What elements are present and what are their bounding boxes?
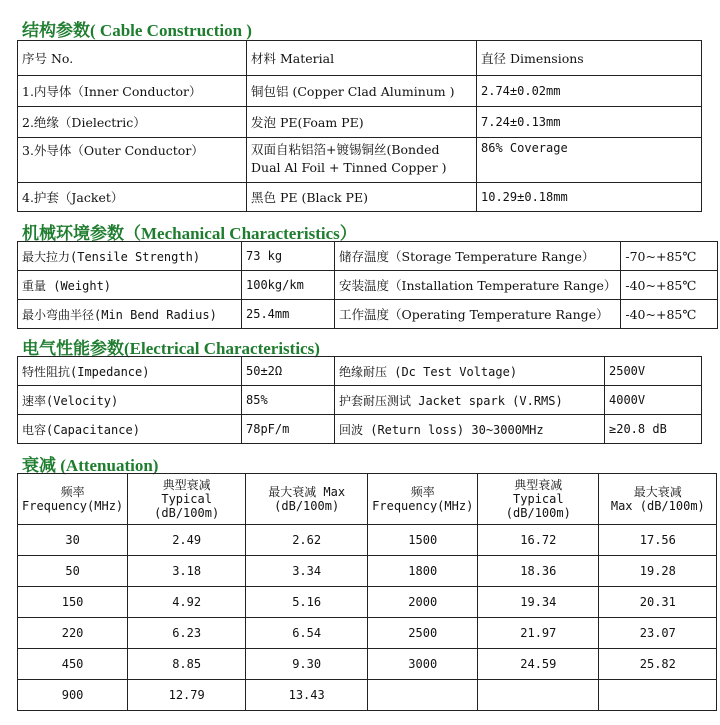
cell: 1800 bbox=[368, 556, 478, 587]
cell: 速率(Velocity) bbox=[18, 386, 242, 415]
cell: 17.56 bbox=[599, 525, 717, 556]
cell: 100kg/km bbox=[242, 271, 335, 300]
cell: 19.34 bbox=[478, 587, 599, 618]
header-material: 材料 Material bbox=[247, 41, 477, 76]
cell: 铜包铝 (Copper Clad Aluminum ) bbox=[247, 76, 477, 107]
cell: 50±2Ω bbox=[242, 357, 335, 386]
cell: 73 kg bbox=[242, 242, 335, 271]
cell: 4.92 bbox=[128, 587, 246, 618]
table-row bbox=[18, 474, 717, 525]
cell: 绝缘耐压 (Dc Test Voltage) bbox=[335, 357, 605, 386]
table-row bbox=[18, 183, 702, 212]
table-row bbox=[18, 107, 702, 138]
construction-table bbox=[17, 40, 702, 212]
cell: 50 bbox=[18, 556, 128, 587]
cell: 重量 (Weight) bbox=[18, 271, 242, 300]
cell: ≥20.8 dB bbox=[605, 415, 702, 444]
cell: 85% bbox=[242, 386, 335, 415]
header-frequency: 频率 Frequency(MHz) bbox=[368, 474, 478, 525]
table-row bbox=[18, 556, 717, 587]
cell: 3.34 bbox=[246, 556, 368, 587]
header-no: 序号 No. bbox=[18, 41, 247, 76]
cell: 20.31 bbox=[599, 587, 717, 618]
cell: 6.54 bbox=[246, 618, 368, 649]
cell: 2.74±0.02mm bbox=[477, 76, 702, 107]
cell: 19.28 bbox=[599, 556, 717, 587]
cell: 8.85 bbox=[128, 649, 246, 680]
table-row bbox=[18, 76, 702, 107]
cell: 220 bbox=[18, 618, 128, 649]
cell: 安装温度（Installation Temperature Range） bbox=[335, 271, 621, 300]
cell: 10.29±0.18mm bbox=[477, 183, 702, 212]
cell: 6.23 bbox=[128, 618, 246, 649]
header-max: 最大衰减 Max (dB/100m) bbox=[599, 474, 717, 525]
cell: 23.07 bbox=[599, 618, 717, 649]
cell: 3.18 bbox=[128, 556, 246, 587]
cell: 4.护套（Jacket） bbox=[18, 183, 247, 212]
cell: 3000 bbox=[368, 649, 478, 680]
table-row bbox=[18, 680, 717, 711]
cell: 最小弯曲半径(Min Bend Radius) bbox=[18, 300, 242, 329]
cell: 25.4mm bbox=[242, 300, 335, 329]
header-typical: 典型衰减 Typical (dB/100m) bbox=[128, 474, 246, 525]
cell: 2.绝缘（Dielectric） bbox=[18, 107, 247, 138]
table-row bbox=[18, 415, 702, 444]
cell: -40~+85℃ bbox=[621, 300, 718, 329]
cell: 护套耐压测试 Jacket spark (V.RMS) bbox=[335, 386, 605, 415]
cell: 24.59 bbox=[478, 649, 599, 680]
cell: 21.97 bbox=[478, 618, 599, 649]
cell bbox=[599, 680, 717, 711]
cell: 9.30 bbox=[246, 649, 368, 680]
table-row bbox=[18, 41, 702, 76]
cell: 电容(Capacitance) bbox=[18, 415, 242, 444]
header-max: 最大衰减 Max (dB/100m) bbox=[246, 474, 368, 525]
table-row bbox=[18, 587, 717, 618]
table-row bbox=[18, 618, 717, 649]
cell: 2000 bbox=[368, 587, 478, 618]
cell: 特性阻抗(Impedance) bbox=[18, 357, 242, 386]
construction-title: 结构参数( Cable Construction ) bbox=[22, 21, 252, 40]
cell: 2500V bbox=[605, 357, 702, 386]
header-frequency: 频率 Frequency(MHz) bbox=[18, 474, 128, 525]
electrical-table bbox=[17, 356, 702, 444]
header-typical: 典型衰减 Typical (dB/100m) bbox=[478, 474, 599, 525]
table-row bbox=[18, 357, 702, 386]
cell: 4000V bbox=[605, 386, 702, 415]
cell: 900 bbox=[18, 680, 128, 711]
cell: 12.79 bbox=[128, 680, 246, 711]
table-row bbox=[18, 271, 718, 300]
cell: 7.24±0.13mm bbox=[477, 107, 702, 138]
cell: -40~+85℃ bbox=[621, 271, 718, 300]
cell: 78pF/m bbox=[242, 415, 335, 444]
cell bbox=[478, 680, 599, 711]
cell: 13.43 bbox=[246, 680, 368, 711]
cell bbox=[368, 680, 478, 711]
cell: 2.49 bbox=[128, 525, 246, 556]
cell: 450 bbox=[18, 649, 128, 680]
cell: 1500 bbox=[368, 525, 478, 556]
cell: 25.82 bbox=[599, 649, 717, 680]
cell: 150 bbox=[18, 587, 128, 618]
cell: 发泡 PE(Foam PE) bbox=[247, 107, 477, 138]
mechanical-title: 机械环境参数（Mechanical Characteristics） bbox=[22, 224, 357, 243]
attenuation-table bbox=[17, 473, 717, 711]
table-row bbox=[18, 242, 718, 271]
cell: -70~+85℃ bbox=[621, 242, 718, 271]
cell: 3.外导体（Outer Conductor） bbox=[18, 138, 247, 183]
attenuation-title: 衰减 (Attenuation) bbox=[22, 456, 159, 475]
table-row bbox=[18, 138, 702, 183]
cell: 5.16 bbox=[246, 587, 368, 618]
cell: 1.内导体（Inner Conductor） bbox=[18, 76, 247, 107]
mechanical-table bbox=[17, 241, 718, 329]
cell: 黑色 PE (Black PE) bbox=[247, 183, 477, 212]
cell: 86% Coverage bbox=[477, 138, 702, 183]
cell: 最大拉力(Tensile Strength) bbox=[18, 242, 242, 271]
cell: 2.62 bbox=[246, 525, 368, 556]
cell: 2500 bbox=[368, 618, 478, 649]
header-dimensions: 直径 Dimensions bbox=[477, 41, 702, 76]
cell: 储存温度（Storage Temperature Range） bbox=[335, 242, 621, 271]
electrical-title: 电气性能参数(Electrical Characteristics) bbox=[22, 339, 320, 358]
cell: 30 bbox=[18, 525, 128, 556]
cell: 16.72 bbox=[478, 525, 599, 556]
table-row bbox=[18, 649, 717, 680]
table-row bbox=[18, 525, 717, 556]
cell: 回波 (Return loss) 30~3000MHz bbox=[335, 415, 605, 444]
cell: 工作温度（Operating Temperature Range） bbox=[335, 300, 621, 329]
table-row bbox=[18, 386, 702, 415]
cell: 18.36 bbox=[478, 556, 599, 587]
cell: 双面自粘铝箔+镀锡铜丝(Bonded Dual Al Foil + Tinned Copper ) bbox=[247, 138, 477, 183]
table-row bbox=[18, 300, 718, 329]
